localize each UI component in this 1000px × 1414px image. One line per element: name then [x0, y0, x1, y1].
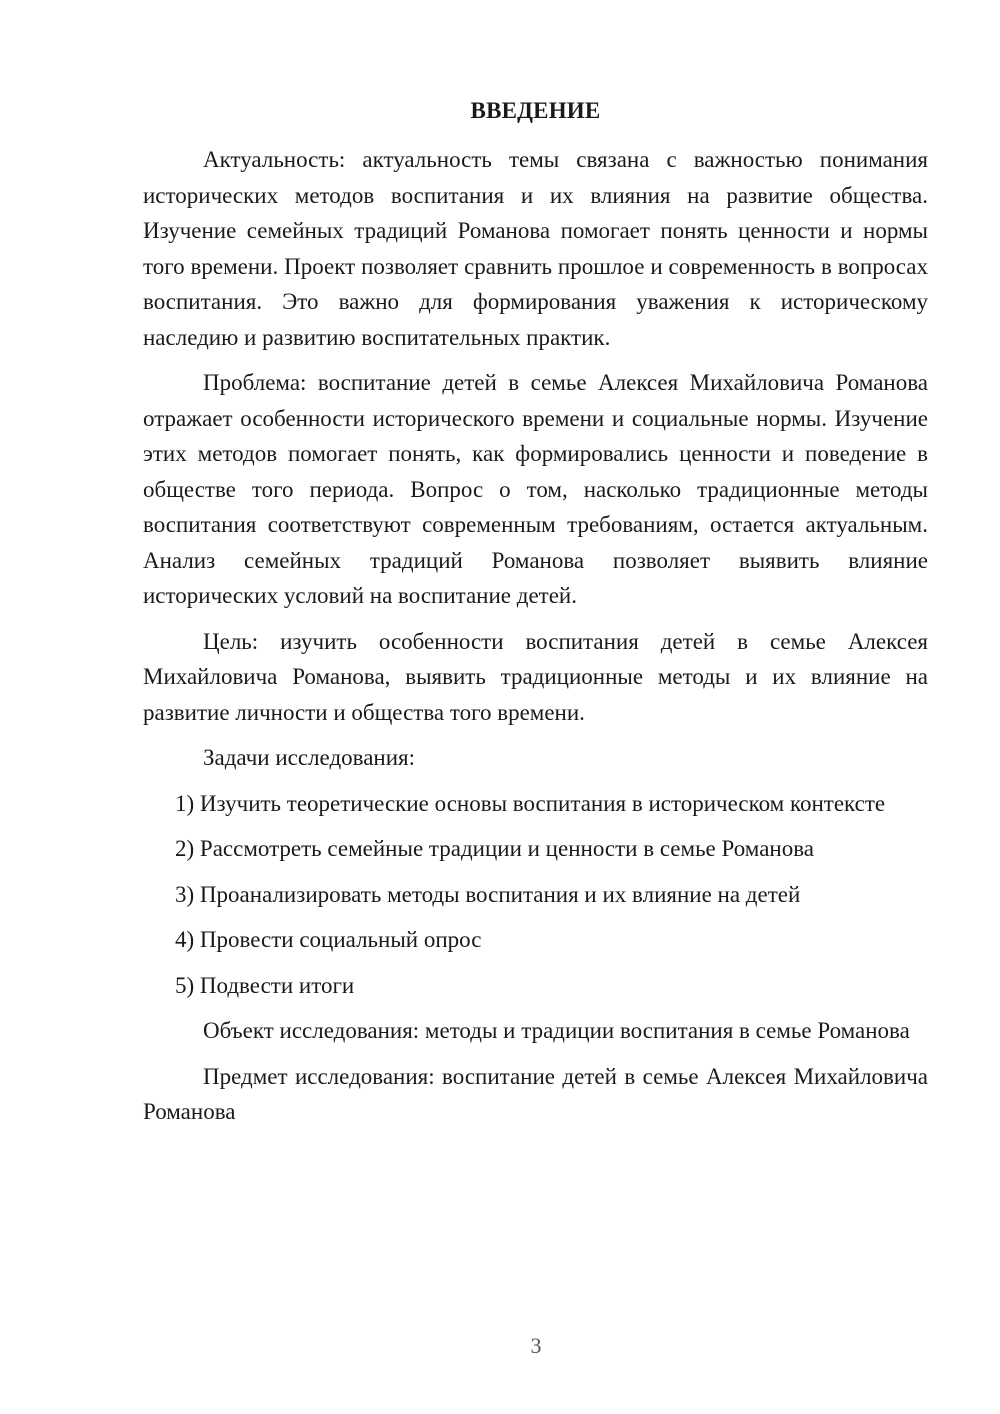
page-content — [143, 93, 928, 1130]
tasks-title: Задачи исследования: — [203, 745, 416, 770]
task-item: 4) Провести социальный опрос — [175, 927, 482, 952]
goal-paragraph: Цель: изучить особенности воспитания детей в семье Алексея Михайловича Романова, выявить традиционные методы и их влияние на развитие личности и общества того времени. — [143, 628, 928, 725]
task-item: 2) Рассмотреть семейные традиции и ценности в семье Романова — [175, 836, 814, 861]
task-item: 5) Подвести итоги — [175, 972, 355, 998]
task-item: 1) Изучить теоретические основы воспитания в историческом контексте — [175, 790, 886, 816]
relevance-paragraph: Актуальность: актуальность темы связана с важностью понимания исторических методов воспитания и их влияния на развитие общества. Изучение семейных традиций Романова помогает понять ценности и нормы того времени. Проект позволяет сравнить прошлое и современность в вопросах воспитания. Это важно для формирования уважения к историческому наследию и развитию воспитательных практик. — [143, 147, 928, 350]
object-paragraph: Объект исследования: методы и традиции воспитания в семье Романова — [203, 1018, 910, 1043]
section-heading: ВВЕДЕНИЕ — [470, 98, 601, 123]
problem-paragraph: Проблема: воспитание детей в семье Алексея Михайловича Романова отражает особенности исторического времени и социальные нормы. Изучение этих методов помогает понять, как формировались ценности и поведение в обществе того периода. Вопрос о том, насколько традиционные методы воспитания соответствуют современным требованиям, остается актуальным. Анализ семейных традиций Романова позволяет выявить влияние исторических условий на воспитание детей. — [143, 370, 928, 608]
subject-paragraph: Предмет исследования: воспитание детей в семье Алексея Михайловича Романова — [143, 1063, 928, 1124]
task-item: 3) Проанализировать методы воспитания и их влияние на детей — [175, 881, 801, 907]
page-number: 3 — [530, 1333, 542, 1358]
